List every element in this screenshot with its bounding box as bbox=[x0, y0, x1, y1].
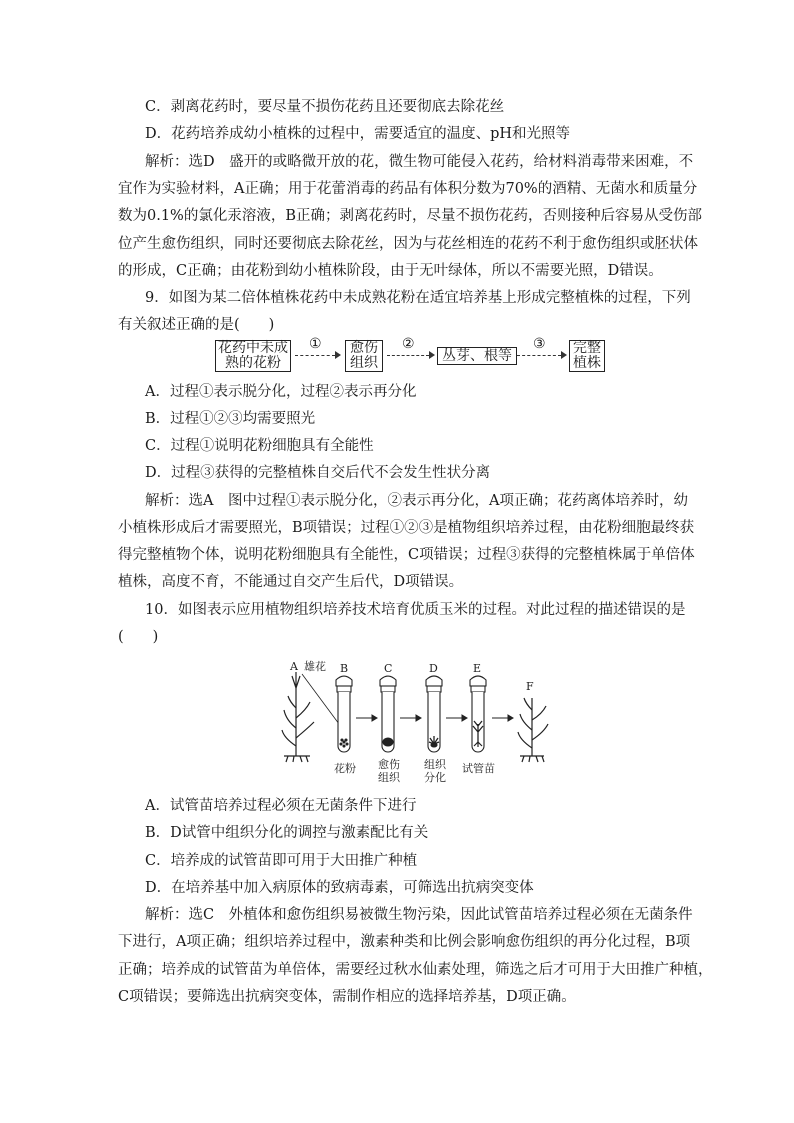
question-10-line1: 10．如图表示应用植物组织培养技术培育优质玉米的过程。对此过程的描述错误的是 bbox=[145, 602, 686, 618]
option-d-q8: D．花药培养成幼小植株的过程中，需要适宜的温度、pH和光照等 bbox=[145, 126, 571, 142]
flow-arrowhead-3 bbox=[561, 351, 567, 359]
analysis-q9-line2: 小植株形成后才需要照光，B项错误；过程①②③是植物组织培养过程，由花粉细胞最终获 bbox=[118, 520, 695, 536]
test-tube-b bbox=[336, 676, 352, 752]
corn-plant-a bbox=[282, 672, 314, 762]
arrow-b-c bbox=[356, 715, 377, 721]
flow-box-whole-plant bbox=[569, 340, 605, 372]
analysis-q10-line4: C项错误；要筛选出抗病突变体，需制作相应的选择培养基，D项正确。 bbox=[118, 989, 576, 1005]
arrow-e-f bbox=[492, 715, 513, 721]
corn-plant-f bbox=[518, 698, 548, 762]
test-tube-c bbox=[380, 676, 396, 752]
question-9-line1: 9．如图为某二倍体植株花药中未成熟花粉在适宜培养基上形成完整植株的过程，下列 bbox=[145, 290, 691, 306]
option-b-q9: B．过程①②③均需要照光 bbox=[145, 411, 316, 427]
option-a-q9: A．过程①表示脱分化，过程②表示再分化 bbox=[145, 384, 417, 400]
option-c-q10: C．培养成的试管苗即可用于大田推广种植 bbox=[145, 853, 418, 869]
analysis-q10-line3: 正确；培养成的试管苗为单倍体，需要经过秋水仙素处理，筛选之后才可用于大田推广种植， bbox=[118, 962, 713, 978]
flow-step-3: ③ bbox=[533, 336, 546, 352]
label-d: D bbox=[429, 662, 438, 675]
caption-callus-1: 愈伤 bbox=[378, 758, 400, 771]
flow-box-plant-line2: 植株 bbox=[573, 355, 601, 371]
analysis-q8-line5: 的形成，C正确；由花粉到幼小植株阶段，由于无叶绿体，所以不需要光照，D错误。 bbox=[118, 263, 663, 279]
label-male-flower: 雄花 bbox=[304, 660, 326, 673]
caption-diff-1: 组织 bbox=[424, 758, 446, 771]
arrow-d-e bbox=[446, 715, 467, 721]
option-b-q10: B．D试管中组织分化的调控与激素配比有关 bbox=[145, 825, 429, 841]
flow-box-callus-line2: 组织 bbox=[350, 355, 378, 371]
question-10-line2: ( ) bbox=[118, 629, 159, 645]
flow-arrow-2 bbox=[387, 355, 429, 356]
test-tube-e bbox=[470, 676, 486, 752]
option-c-q9: C．过程①说明花粉细胞具有全能性 bbox=[145, 438, 374, 454]
corn-tissue-culture-figure bbox=[280, 658, 570, 784]
test-tube-d bbox=[426, 676, 442, 752]
analysis-q9-line3: 得完整植物个体，说明花粉细胞具有全能性，C项错误；过程③获得的完整植株属于单倍体 bbox=[118, 547, 695, 563]
label-b: B bbox=[340, 662, 349, 675]
option-a-q10: A．试管苗培养过程必须在无菌条件下进行 bbox=[145, 798, 417, 814]
analysis-q9-line1: 解析：选A 图中过程①表示脱分化，②表示再分化，A项正确；花药离体培养时，幼 bbox=[145, 493, 688, 509]
label-f: F bbox=[526, 680, 534, 693]
caption-diff-2: 分化 bbox=[424, 771, 446, 784]
flow-box-callus bbox=[345, 340, 383, 372]
option-c-q8: C．剥离花药时，要尽量不损伤花药且还要彻底去除花丝 bbox=[145, 99, 505, 115]
analysis-q10-line2: 下进行，A项正确；组织培养过程中，激素种类和比例会影响愈伤组织的再分化过程，B项 bbox=[118, 934, 691, 950]
caption-pollen: 花粉 bbox=[334, 762, 356, 775]
flow-arrow-3 bbox=[517, 355, 561, 356]
arrow-c-d bbox=[400, 715, 421, 721]
flow-arrowhead-2 bbox=[429, 351, 435, 359]
flow-box-buds-roots: 丛芽、根等 bbox=[437, 347, 517, 365]
flow-box-pollen-line2: 熟的花粉 bbox=[225, 355, 281, 371]
caption-seedling: 试管苗 bbox=[462, 762, 495, 775]
flow-arrow-1 bbox=[295, 355, 335, 356]
analysis-q10-line1: 解析：选C 外植体和愈伤组织易被微生物污染，因此试管苗培养过程必须在无菌条件 bbox=[145, 907, 693, 923]
analysis-q8-line3: 数为0.1%的氯化汞溶液，B正确；剥离花药时，尽量不损伤花药，否则接种后容易从受伤部 bbox=[118, 208, 702, 224]
flow-box-plant-line1: 完整 bbox=[573, 340, 601, 356]
caption-callus-2: 组织 bbox=[378, 771, 400, 784]
analysis-q8-line2: 宜作为实验材料，A正确；用于花蕾消毒的药品有体积分数为70%的酒精、无菌水和质量分 bbox=[118, 181, 698, 197]
flow-step-1: ① bbox=[309, 336, 322, 352]
flow-step-2: ② bbox=[402, 336, 415, 352]
analysis-q8-line4: 位产生愈伤组织，同时还要彻底去除花丝，因为与花丝相连的花药不利于愈伤组织或胚状体 bbox=[118, 236, 698, 252]
label-a: A bbox=[290, 660, 298, 673]
question-9-line2: 有关叙述正确的是( ) bbox=[118, 317, 275, 333]
option-d-q9: D．过程③获得的完整植株自交后代不会发生性状分离 bbox=[145, 465, 491, 481]
process-flow-diagram bbox=[215, 338, 605, 372]
analysis-q8-line1: 解析：选D 盛开的或略微开放的花，微生物可能侵入花药，给材料消毒带来困难，不 bbox=[145, 154, 694, 170]
label-e: E bbox=[473, 662, 482, 675]
flow-box-callus-line1: 愈伤 bbox=[350, 340, 378, 356]
analysis-q9-line4: 植株，高度不育，不能通过自交产生后代，D项错误。 bbox=[118, 574, 464, 590]
flow-arrowhead-1 bbox=[335, 351, 341, 359]
flow-box-pollen bbox=[215, 340, 291, 372]
option-d-q10: D．在培养基中加入病原体的致病毒素，可筛选出抗病突变体 bbox=[145, 880, 534, 896]
label-c: C bbox=[384, 662, 393, 675]
flow-box-pollen-line1: 花药中未成 bbox=[218, 340, 288, 356]
